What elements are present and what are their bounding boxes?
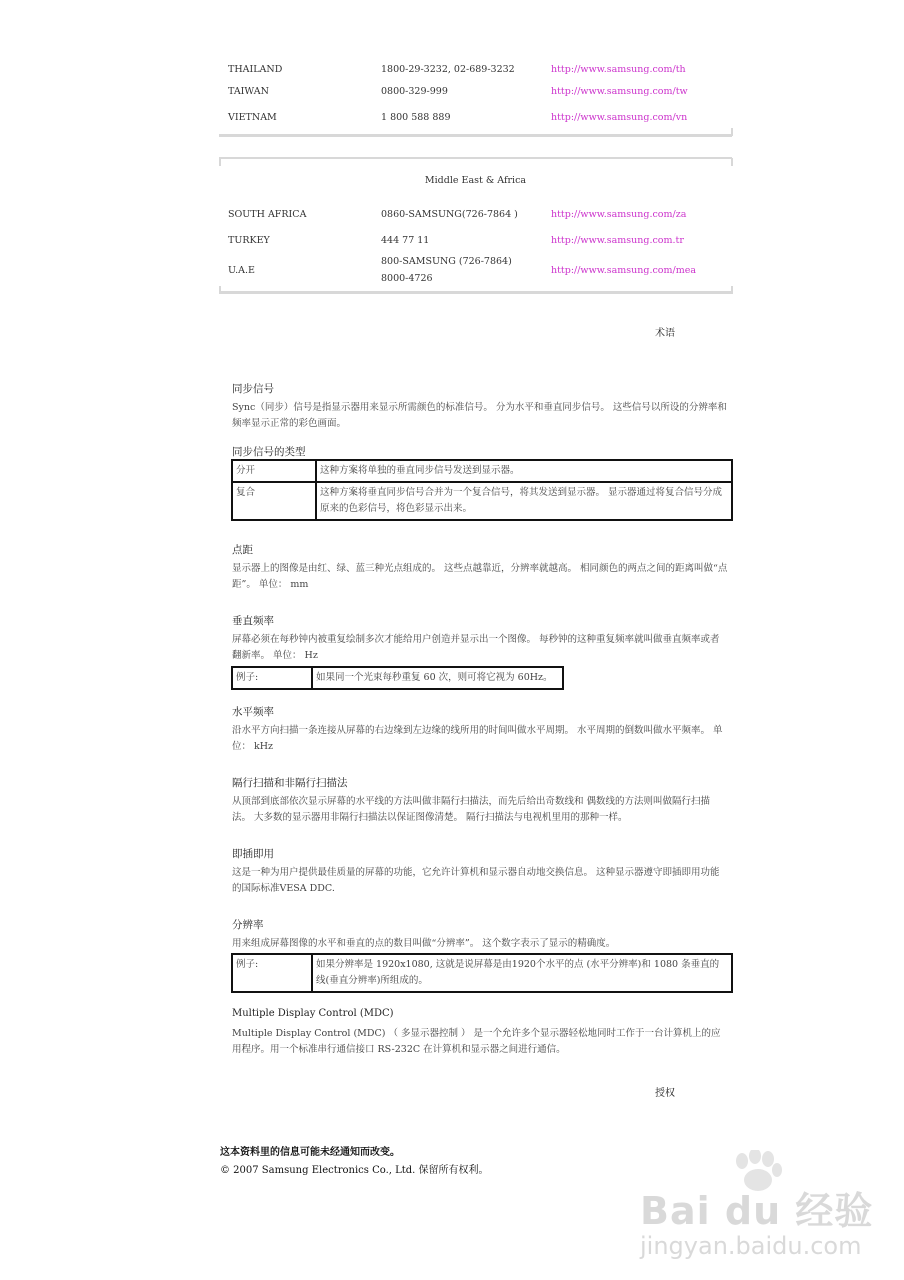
table-border bbox=[219, 158, 221, 166]
section-body-vertical: 屏幕必须在每秒钟内被重复绘制多次才能给用户创造并显示出一个图像。 每秒钟的这种重复频率就叫做垂直频率或者翻新率。 单位： Hz bbox=[232, 634, 720, 661]
website-link[interactable]: http://www.samsung.com.tr bbox=[551, 235, 684, 246]
section-heading-sync: 同步信号 bbox=[232, 383, 274, 395]
section-heading-horizontal: 水平频率 bbox=[232, 706, 274, 718]
resolution-example-table bbox=[231, 953, 733, 993]
vertical-example-table bbox=[231, 666, 564, 690]
table-row bbox=[232, 954, 732, 992]
contact-row-thailand bbox=[218, 64, 732, 78]
table-bottom-border bbox=[219, 291, 732, 294]
table-cell-key: 复合 bbox=[232, 482, 316, 520]
phone-number: 444 77 11 bbox=[381, 235, 430, 246]
table-cell-value: 这种方案将单独的垂直同步信号发送到显示器。 bbox=[316, 460, 732, 482]
table-cell-value: 如果分辨率是 1920x1080, 这就是说屏幕是由1920个水平的点 (水平分辨率)和 1080 条垂直的线(垂直分辨率)所组成的。 bbox=[312, 954, 732, 992]
table-cell-value: 如果同一个光束每秒重复 60 次，则可将它视为 60Hz。 bbox=[312, 667, 563, 689]
website-link[interactable]: http://www.samsung.com/tw bbox=[551, 86, 688, 97]
section-body-interlace: 从顶部到底部依次显示屏幕的水平线的方法叫做非隔行扫描法，而先后给出奇数线和 偶数线的方法则叫做隔行扫描法。 大多数的显示器用非隔行扫描法以保证图像清楚。 隔行扫描法与电视机里用的那种一样。 bbox=[232, 796, 711, 823]
sync-types-table bbox=[231, 459, 733, 521]
section-body-sync: Sync（同步）信号是指显示器用来显示所需颜色的标准信号。 分为水平和垂直同步信号。 这些信号以所设的分辨率和频率显示正常的彩色画面。 bbox=[232, 402, 727, 429]
phone-number: 0800-329-999 bbox=[381, 86, 448, 97]
copyright-text: © 2007 Samsung Electronics Co., Ltd. 保留所有权利。 bbox=[220, 1165, 489, 1176]
baidu-watermark-logo bbox=[640, 1150, 890, 1270]
country-name: SOUTH AFRICA bbox=[228, 209, 307, 220]
table-cell-key: 例子: bbox=[232, 667, 312, 689]
glossary-link[interactable]: 术语 bbox=[655, 328, 675, 339]
phone-number-2: 8000-4726 bbox=[381, 273, 433, 284]
section-heading-resolution: 分辨率 bbox=[232, 919, 264, 931]
country-name: TAIWAN bbox=[228, 86, 269, 97]
website-link[interactable]: http://www.samsung.com/mea bbox=[551, 265, 697, 276]
section-heading-interlace: 隔行扫描和非隔行扫描法 bbox=[232, 777, 348, 789]
authority-link[interactable]: 授权 bbox=[655, 1088, 675, 1099]
contact-row-south-africa bbox=[218, 209, 732, 223]
country-name: VIETNAM bbox=[228, 112, 277, 123]
table-top-border bbox=[219, 157, 732, 159]
contact-row-uae bbox=[218, 256, 732, 288]
contact-row-turkey bbox=[218, 235, 732, 249]
country-name: THAILAND bbox=[228, 64, 283, 75]
section-body-dot-pitch: 显示器上的图像是由红、绿、蓝三种光点组成的。 这些点越靠近，分辨率就越高。 相同颜色的两点之间的距离叫做“点距”。 单位： mm bbox=[232, 563, 728, 590]
section-body-resolution: 用来组成屏幕图像的水平和垂直的点的数目叫做“分辨率”。 这个数字表示了显示的精确度。 bbox=[232, 938, 616, 949]
phone-number: 0860-SAMSUNG(726-7864 ) bbox=[381, 209, 518, 220]
phone-number: 1 800 588 889 bbox=[381, 112, 451, 123]
table-cell-value: 这种方案将垂直同步信号合并为一个复合信号，将其发送到显示器。 显示器通过将复合信号分成原来的色彩信号，将色彩显示出来。 bbox=[316, 482, 732, 520]
contact-row-vietnam bbox=[218, 112, 732, 126]
watermark-url: jingyan.baidu.com bbox=[640, 1232, 862, 1260]
section-body-horizontal: 沿水平方向扫描一条连接从屏幕的右边缘到左边缘的线所用的时间叫做水平周期。 水平周期的倒数叫做水平频率。 单位： kHz bbox=[232, 725, 723, 752]
contact-row-taiwan bbox=[218, 86, 732, 100]
region-title: Middle East & Africa bbox=[424, 175, 527, 186]
section-heading-dot-pitch: 点距 bbox=[232, 544, 253, 556]
table-border bbox=[731, 158, 733, 166]
table-cell-key: 例子: bbox=[232, 954, 312, 992]
table-bottom-border bbox=[219, 134, 732, 137]
phone-number: 1800-29-3232, 02-689-3232 bbox=[381, 64, 515, 75]
table-row bbox=[232, 460, 732, 482]
website-link[interactable]: http://www.samsung.com/th bbox=[551, 64, 686, 75]
country-name: TURKEY bbox=[228, 235, 270, 246]
section-heading-vertical: 垂直频率 bbox=[232, 615, 274, 627]
table-cell-key: 分开 bbox=[232, 460, 316, 482]
table-row bbox=[232, 482, 732, 520]
section-heading-plug-play: 即插即用 bbox=[232, 848, 274, 860]
phone-number: 800-SAMSUNG (726-7864) bbox=[381, 256, 512, 267]
section-heading-sync-types: 同步信号的类型 bbox=[232, 446, 306, 458]
website-link[interactable]: http://www.samsung.com/za bbox=[551, 209, 687, 220]
section-heading-mdc: Multiple Display Control (MDC) bbox=[232, 1008, 394, 1019]
disclaimer-text: 这本资料里的信息可能未经通知而改变。 bbox=[220, 1147, 400, 1158]
watermark-brand: Bai du 经验 bbox=[640, 1189, 874, 1233]
country-name: U.A.E bbox=[228, 265, 255, 276]
section-body-plug-play: 这是一种为用户提供最佳质量的屏幕的功能，它允许计算机和显示器自动地交换信息。 这种显示器遵守即插即用功能的国际标准VESA DDC. bbox=[232, 867, 720, 894]
website-link[interactable]: http://www.samsung.com/vn bbox=[551, 112, 688, 123]
table-row bbox=[232, 667, 563, 689]
section-body-mdc: Multiple Display Control (MDC) （ 多显示器控制 ） 是一个允许多个显示器轻松地同时工作于一台计算机上的应用程序。用一个标准串行通信接口 RS-232C 在计算机和显示器之间进行通信。 bbox=[232, 1028, 721, 1055]
